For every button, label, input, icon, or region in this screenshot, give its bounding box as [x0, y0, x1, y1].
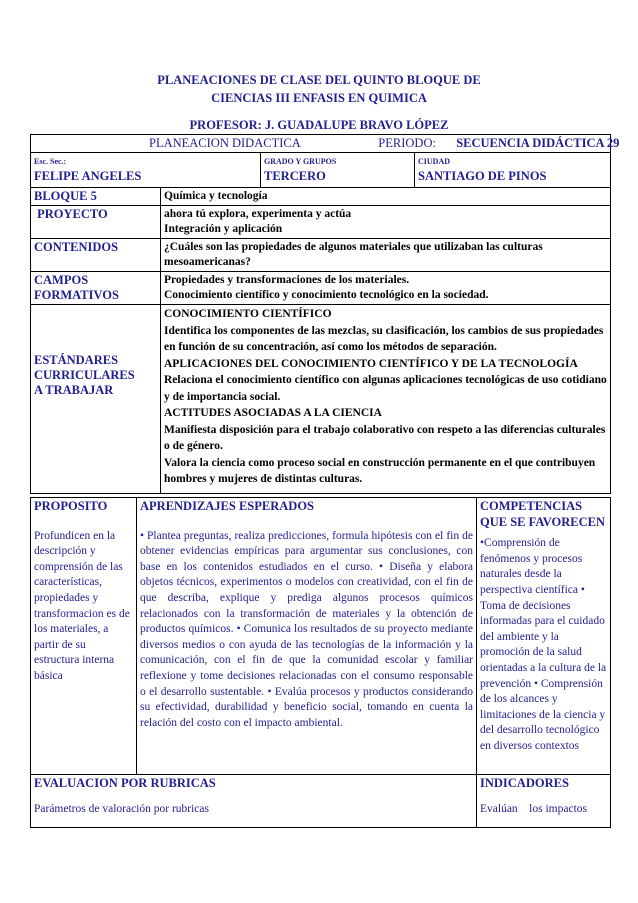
- city-label: CIUDAD: [418, 157, 450, 166]
- contenidos-row: [31, 239, 611, 272]
- estandares-row: [31, 305, 611, 494]
- proyecto-label: PROYECTO: [31, 206, 161, 239]
- sequence-label: SECUENCIA DIDÁCTICA 29: [456, 136, 620, 150]
- campos-value-2: Conocimiento científico y conocimiento tecnológico en la sociedad.: [164, 289, 489, 301]
- estandares-label-1: ESTÁNDARES: [34, 353, 119, 367]
- plan-title: PLANEACION DIDACTICA: [149, 136, 301, 150]
- proposito-text: Profundicen en la descripción y comprensión de las características, propiedades y transformacion es de los materiales, a partir de su estructura interna básica: [34, 529, 130, 682]
- school-label: Esc. Sec.:: [34, 157, 67, 166]
- estandares-heading-1: CONOCIMIENTO CIENTÍFICO: [164, 308, 332, 320]
- plan-title-row: [31, 135, 611, 153]
- grade-value: TERCERO: [264, 169, 326, 183]
- campos-value-1: Propiedades y transformaciones de los materiales.: [164, 274, 410, 286]
- estandares-text-2: Relaciona el conocimiento científico con algunas aplicaciones tecnológicas de uso cotidiano y de importancia social.: [164, 374, 607, 403]
- proyecto-value-2: Integración y aplicación: [164, 223, 283, 235]
- period-label: PERIODO:: [378, 136, 436, 150]
- professor-line: PROFESOR: J. GUADALUPE BRAVO LÓPEZ: [189, 118, 449, 132]
- header-line-2: CIENCIAS III ENFASIS EN QUIMICA: [211, 91, 427, 105]
- estandares-text-3: Manifiesta disposición para el trabajo colaborativo con respeto a las diferencias culturales o de género.: [164, 423, 606, 452]
- grade-label: GRADO Y GRUPOS: [264, 157, 337, 166]
- info-row: [31, 153, 611, 188]
- bloque-value: Química y tecnología: [161, 188, 611, 206]
- competencias-label: COMPETENCIAS QUE SE FAVORECEN: [480, 499, 606, 529]
- bloque-label: BLOQUE 5: [31, 188, 161, 206]
- estandares-text-4: Valora la ciencia como proceso social en construcción permanente en el que contribuyen hombres y mujeres de distintas culturas.: [164, 456, 596, 485]
- competencias-text: •Comprensión de fenómenos y procesos naturales desde la perspectiva científica • Toma de decisiones informadas para el cuidado del ambiente y la promoción de la salud orientadas a la cultura de la prevención • Comprensión de los alcances y limitaciones de la ciencia y del desarrollo tecnológico en diversos contextos: [480, 537, 607, 752]
- campos-label-1: CAMPOS: [34, 273, 89, 287]
- learning-row: [31, 498, 611, 775]
- aprendizajes-text: • Plantea preguntas, realiza predicciones, formula hipótesis con el fin de obtener evidencias empíricas para argumentar sus conclusiones, con base en los contenidos estudiados en el curso. • Diseña y elabora objetos técnicos, experimentos o modelos con creatividad, con el fin de que describa, explique y prediga algunos procesos químicos relacionados con la transformación de materiales y la obtención de productos químicos. • Comunica los resultados de su proyecto mediante diversos medios o con ayuda de las tecnologías de la información y la comunicación, con el fin de que la comunidad escolar y familiar reflexione y tome decisiones relacionadas con el consumo responsable o el desarrollo sustentable. • Evalúa procesos y productos considerando su efectividad, durabilidad y beneficio social, tomando en cuenta la relación del costo con el impacto ambiental.: [140, 529, 473, 729]
- indicadores-text: Evalúan los impactos: [480, 802, 587, 815]
- bloque-row: [31, 188, 611, 206]
- header-line-1: PLANEACIONES DE CLASE DEL QUINTO BLOQUE DE: [157, 73, 481, 87]
- evaluation-row: [31, 775, 611, 828]
- estandares-label-3: A TRABAJAR: [34, 383, 114, 397]
- estandares-text-1: Identifica los componentes de las mezclas, su clasificación, los cambios de sus propiedades en función de su concentración, así como los métodos de separación.: [164, 324, 604, 353]
- estandares-heading-2: APLICACIONES DEL CONOCIMIENTO CIENTÍFICO Y DE LA TECNOLOGÍA: [164, 357, 578, 370]
- evaluacion-text: Parámetros de valoración por rubricas: [34, 802, 209, 815]
- school-value: FELIPE ANGELES: [34, 169, 142, 183]
- aprendizajes-label: APRENDIZAJES ESPERADOS: [140, 499, 314, 513]
- planning-table: [30, 134, 620, 494]
- estandares-label-2: CURRICULARES: [34, 368, 135, 382]
- proposito-label: PROPOSITO: [34, 499, 108, 513]
- contenidos-label: CONTENIDOS: [31, 239, 161, 272]
- campos-row: [31, 272, 611, 305]
- estandares-heading-3: ACTITUDES ASOCIADAS A LA CIENCIA: [164, 407, 382, 419]
- proyecto-row: [31, 206, 611, 239]
- proyecto-value-1: ahora tú explora, experimenta y actúa: [164, 208, 352, 220]
- campos-label-2: FORMATIVOS: [34, 288, 119, 302]
- evaluacion-label: EVALUACION POR RUBRICAS: [34, 776, 216, 790]
- city-value: SANTIAGO DE PINOS: [418, 169, 547, 183]
- indicadores-label: INDICADORES: [480, 776, 569, 790]
- learning-table: [30, 497, 611, 828]
- contenidos-value: ¿Cuáles son las propiedades de algunos materiales que utilizaban las culturas mesoamericanas?: [161, 239, 611, 272]
